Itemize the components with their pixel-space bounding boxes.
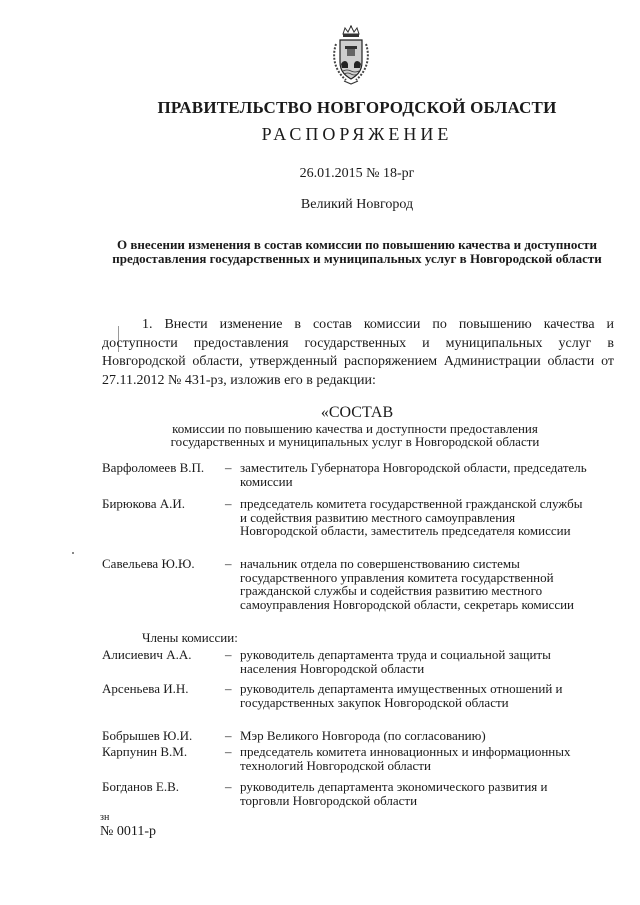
document-type: РАСПОРЯЖЕНИЕ: [261, 124, 453, 144]
member-name: Савельева Ю.Ю.: [102, 556, 195, 571]
coat-of-arms-icon: [330, 24, 372, 86]
executor-initials: зн: [100, 812, 110, 823]
member-dash: –: [225, 647, 232, 662]
member-name: Богданов Е.В.: [102, 779, 179, 794]
members-label: Члены комиссии:: [142, 630, 238, 645]
member-role: Мэр Великого Новгорода (по согласованию): [240, 728, 486, 743]
member-role: председатель комитета государственной гражданской службы и содействия развитию местного самоуправления Новгородской области, заместитель председателя комиссии: [240, 496, 583, 538]
scan-speck: [72, 552, 74, 554]
member-dash: –: [225, 779, 232, 794]
member-name: Бобрышев Ю.И.: [102, 728, 193, 743]
member-name: Алисиевич А.А.: [102, 647, 192, 662]
member-role: заместитель Губернатора Новгородской области, председатель комиссии: [240, 460, 587, 489]
member-dash: –: [225, 744, 232, 759]
composition-subtitle: комиссии по повышению качества и доступности предоставления государственных и муниципальных услуг в Новгородской области: [170, 421, 540, 449]
member-name: Арсеньева И.Н.: [102, 681, 189, 696]
paragraph-1: 1. Внести изменение в состав комиссии по повышению качества и доступности предоставления государственных и муниципальных услуг в Новгородской области, утвержденный распоряжением Администрации области от 27.11.2012 № 431-рз, изложив его в редакции:: [102, 317, 614, 388]
member-dash: –: [225, 556, 232, 571]
member-role: председатель комитета инновационных и информационных технологий Новгородской области: [240, 744, 571, 773]
date-and-number: 26.01.2015 № 18-рг: [299, 166, 415, 181]
member-name: Бирюкова А.И.: [102, 496, 186, 511]
member-role: руководитель департамента имущественных отношений и государственных закупок Новгородской области: [240, 681, 563, 710]
member-dash: –: [225, 681, 232, 696]
city: Великий Новгород: [300, 197, 414, 212]
member-dash: –: [225, 460, 232, 475]
document-subject: О внесении изменения в состав комиссии по повышению качества и доступности предоставления государственных и муниципальных услуг в Новгородской области: [112, 237, 602, 266]
composition-title: «СОСТАВ: [320, 404, 394, 421]
member-dash: –: [225, 728, 232, 743]
member-role: руководитель департамента экономического развития и торговли Новгородской области: [240, 779, 548, 808]
member-role: руководитель департамента труда и социальной защиты населения Новгородской области: [240, 647, 551, 676]
member-dash: –: [225, 496, 232, 511]
member-name: Варфоломеев В.П.: [102, 460, 205, 475]
document-registry-number: № 0011-р: [100, 824, 156, 839]
member-role: начальник отдела по совершенствованию системы государственного управления комитета государственной гражданской службы и содействия развитию местного самоуправления Новгородской области, секретарь комиссии: [240, 556, 575, 612]
member-name: Карпунин В.М.: [102, 744, 188, 759]
government-title: ПРАВИТЕЛЬСТВО НОВГОРОДСКОЙ ОБЛАСТИ: [157, 98, 557, 117]
